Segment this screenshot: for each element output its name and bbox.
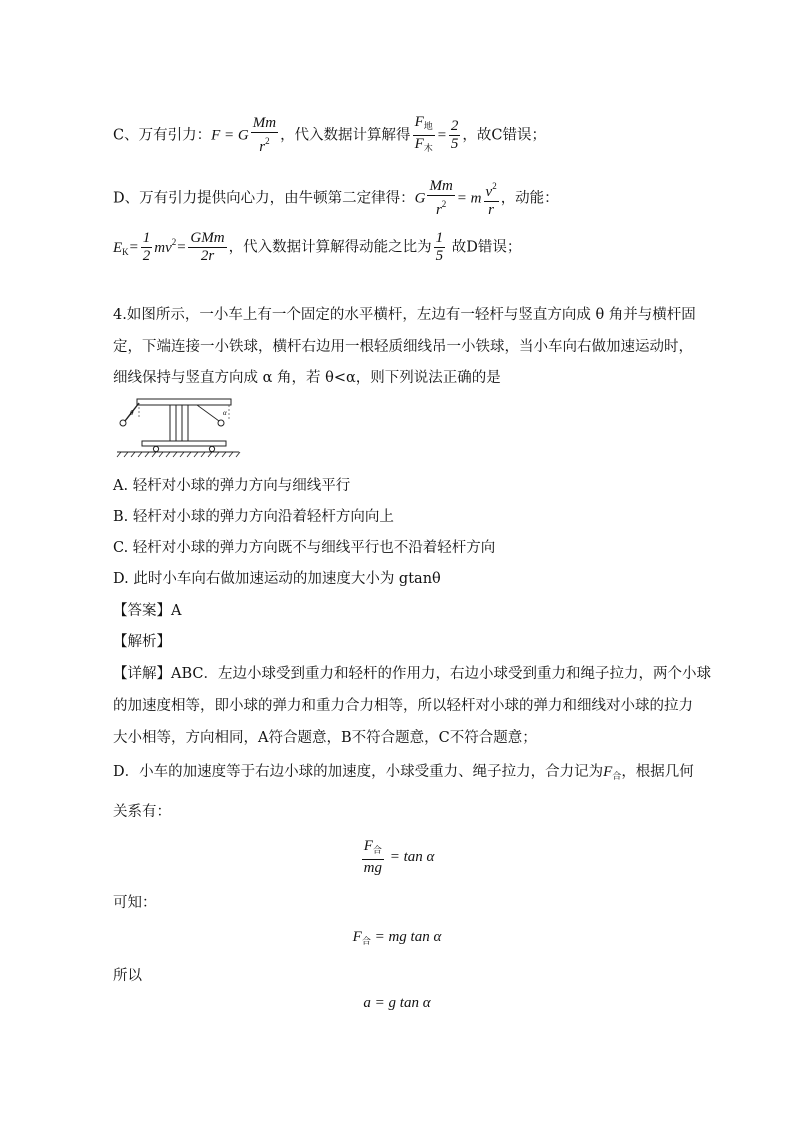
equation-2 [0,929,794,947]
eq1-num-text: F [363,838,373,854]
c-frac-3-den: 5 [450,136,459,152]
d-frac-2 [484,178,499,219]
c-eq-sign: = [436,127,447,144]
d-detail-text: D．小车的加速度等于右边小球的加速度，小球受重力、绳子拉力，合力记为 [113,764,604,780]
ek-line-mid: ，代入数据计算解得动能之比为 [228,239,432,256]
ek-line [113,230,521,265]
equation-1 [0,838,794,877]
option-c: C. 轻杆对小球的弹力方向既不与细线平行也不沿着轻杆方向 [113,540,496,556]
eq2-lhs [353,929,371,945]
eq1-num-sub: 合 [372,845,382,855]
eq1-den: mg [363,860,382,876]
c-line-prefix: C、万有引力： [113,127,212,144]
c-frac-2 [413,114,435,157]
ek-frac-2-den: 2r [200,248,215,264]
f-he-symbol [603,764,621,780]
alpha-label: α [223,409,227,417]
d-frac-1-den-text: r [435,202,442,218]
d-frac-1 [427,178,454,219]
answer-label: 【答案】A [113,603,182,619]
d-frac-2-den: r [488,202,495,218]
c-line-mid: ，代入数据计算解得 [280,127,411,144]
ek-frac-1-den: 2 [142,248,151,264]
ek-frac-1 [141,230,153,265]
relation-label: 关系有： [113,804,171,820]
c-frac-2-num-text: F [414,114,424,130]
d-line [113,178,559,219]
detail-line-1: 【详解】ABC．左边小球受到重力和轻杆的作用力，右边小球受到重力和绳子拉力，两个小球 [113,666,711,682]
eq2-lhs-sub: 合 [361,936,371,946]
equation-3: a = g tan α [363,995,431,1011]
eq1-frac [362,838,384,877]
c-line-suffix: ，故C错误； [462,127,546,144]
ek-frac-3-den: 5 [435,248,444,264]
ek-lhs-text: E [113,239,123,256]
keyi-label: 可知： [113,895,157,911]
d-detail-line [113,762,694,786]
ek-frac-1-num: 1 [142,230,151,246]
c-line [113,114,546,157]
ek-frac-2 [188,230,226,265]
q4-stem-2: 定，下端连接一小铁球，横杆右边用一根轻质细线吊一小铁球，当小车向右做加速运动时， [113,339,693,355]
option-d: D. 此时小车向右做加速运动的加速度大小为 gtanθ [113,571,441,587]
d-frac-1-den: $r^2$ [435,199,447,218]
d-frac-2-num: $v^2$ [484,178,499,202]
analysis-label: 【解析】 [113,634,171,650]
ek-mv: $mv^2$ [154,236,177,256]
eq2-lhs-text: F [352,929,362,945]
eq1-num [362,838,384,860]
c-frac-1 [251,115,278,156]
ek-line-suffix: 故D错误； [447,239,522,256]
c-frac-1-den-text: r [259,139,266,155]
c-frac-2-num [413,114,435,136]
eq2-rhs: = mg tan α [374,929,442,945]
c-frac-3-num: 2 [450,118,459,134]
d-g: G [414,190,426,207]
ek-frac-2-num: GMm [190,230,225,246]
ek-frac-3-num: 1 [435,230,444,246]
d-line-prefix: D、万有引力提供向心力，由牛顿第二定律得： [113,190,415,207]
detail-line-3: 大小相等，方向相同，A符合题意，B不符合题意，C不符合题意； [113,730,537,746]
ek-eq-2: = [176,239,187,256]
f-he-sub: 合 [612,771,622,781]
option-b: B. 轻杆对小球的弹力方向沿着轻杆方向向上 [113,509,394,525]
d-frac-1-num: Mm [429,178,453,194]
eq1-rhs: = tan α [389,848,435,865]
suoyi-label: 所以 [113,968,142,984]
d-frac-2-num-text: v [485,184,493,200]
c-frac-2-den-text: F [414,136,424,152]
ek-lhs-sub: K [122,246,129,257]
c-frac-3 [449,118,461,153]
d-detail-suffix: ，根据几何 [621,764,694,780]
cart-figure [113,393,243,459]
c-frac-2-den [413,136,435,157]
d-eq-m: = m [456,190,482,207]
option-a: A. 轻杆对小球的弹力方向与细线平行 [113,478,351,494]
c-frac-1-num: Mm [252,115,277,131]
d-line-suffix: ，动能： [500,190,559,207]
c-eq-lhs: F = G [211,127,249,144]
q4-stem-1: 4.如图所示，一小车上有一个固定的水平横杆，左边有一轻杆与竖直方向成 θ 角并与横杆固 [113,307,696,323]
ek-frac-3 [434,230,446,265]
ek-lhs [113,240,129,256]
theta-label: θ [130,409,134,417]
c-frac-2-den-sub: 木 [423,143,433,153]
c-frac-1-den: $r^2$ [259,136,270,155]
f-he-text: F [603,764,613,780]
detail-line-2: 的加速度相等，即小球的弹力和重力合力相等，所以轻杆对小球的弹力和细线对小球的拉力 [113,698,693,714]
q4-stem-3: 细线保持与竖直方向成 α 角，若 θ<α，则下列说法正确的是 [113,370,501,386]
ek-mv-text: mv [154,239,172,256]
ek-eq-1: = [128,239,139,256]
c-frac-2-num-sub: 地 [423,121,433,131]
